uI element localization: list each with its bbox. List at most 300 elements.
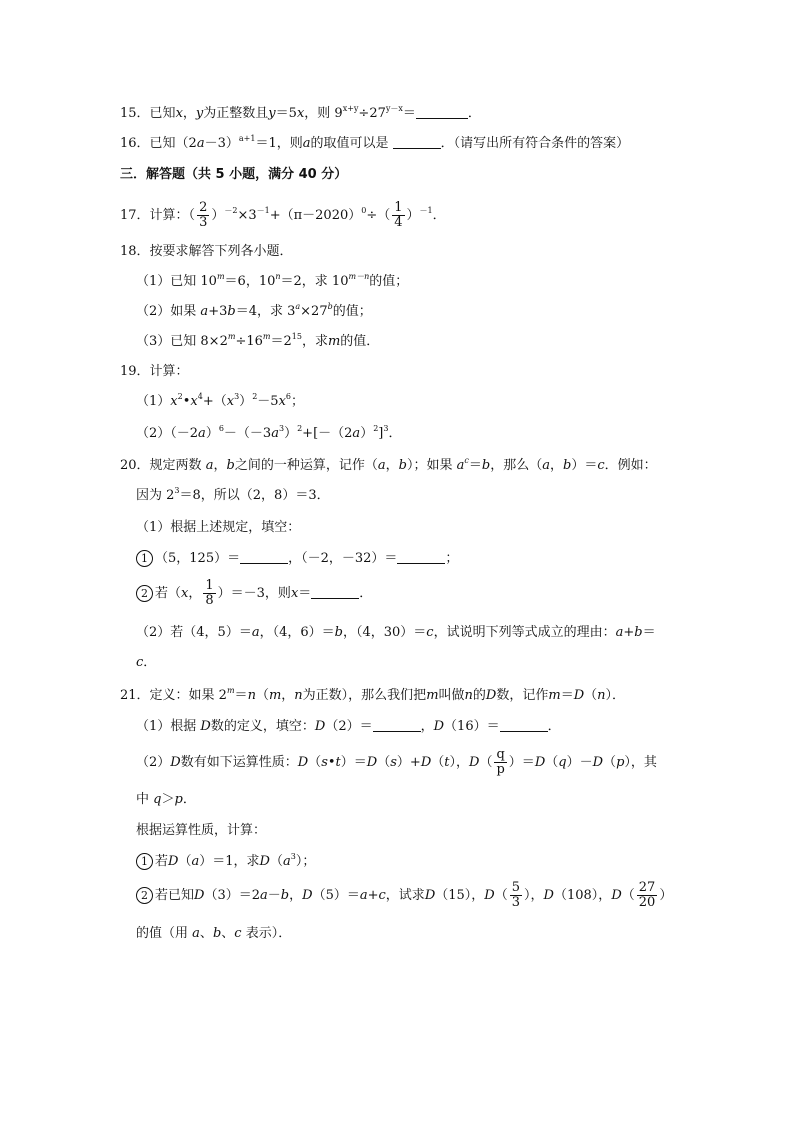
denominator: 3 — [199, 215, 208, 230]
text: （2）如果 — [136, 304, 197, 319]
text: ×27 — [300, 304, 328, 319]
text: 若 — [155, 854, 169, 869]
text: 计算：（ — [149, 208, 196, 223]
var: D — [592, 755, 604, 770]
var: c — [136, 655, 144, 670]
exponent: 15 — [291, 332, 302, 341]
question-21-line-3 — [136, 747, 657, 779]
var: n — [294, 688, 303, 703]
text: 为正数），那么我们把 — [302, 688, 427, 703]
text: （ — [545, 755, 559, 770]
text: ＝8，所以（2，8）＝3． — [179, 488, 330, 503]
text: （ — [269, 854, 283, 869]
var: x — [175, 106, 183, 121]
text: ＝1，则 — [255, 136, 303, 151]
question-19 — [120, 362, 189, 382]
text: （ — [621, 888, 635, 903]
circled-number: 2 — [136, 585, 153, 602]
text: ． — [143, 655, 157, 670]
text: 的值； — [369, 274, 409, 289]
var: a — [198, 426, 206, 441]
var: D — [469, 755, 480, 770]
var: t — [444, 755, 450, 770]
var: a — [205, 458, 214, 473]
var: n — [597, 688, 606, 703]
text: 数，记作 — [496, 688, 549, 703]
text: ， — [549, 458, 563, 473]
text: ， — [420, 719, 434, 734]
question-17 — [120, 200, 446, 232]
exponent: m — [227, 332, 236, 341]
text: （1）根据上述规定，填空： — [136, 520, 301, 535]
text: （ — [255, 688, 269, 703]
exponent: 3 — [383, 424, 389, 433]
text: ） — [205, 426, 219, 441]
denominator: 20 — [638, 895, 656, 910]
text: ． — [432, 208, 446, 223]
question-21-line-6 — [136, 852, 315, 872]
var: D — [420, 755, 432, 770]
var: a — [352, 426, 361, 441]
question-18-part-1 — [136, 272, 408, 292]
text: （ — [603, 755, 617, 770]
denominator: 8 — [205, 593, 214, 608]
answer-blank[interactable] — [373, 719, 421, 732]
var: a — [191, 854, 200, 869]
exponent: 3 — [290, 852, 296, 861]
text: 的值（用 — [136, 926, 189, 941]
text: ＝ — [468, 458, 482, 473]
var: D — [297, 755, 309, 770]
var: p — [174, 792, 183, 807]
var: D — [611, 888, 622, 903]
text: 因为 2 — [136, 488, 175, 503]
var: b — [398, 458, 407, 473]
fraction — [510, 881, 522, 910]
question-16 — [120, 134, 629, 154]
var: b — [280, 888, 290, 903]
text: （16）＝ — [444, 719, 500, 734]
text: （ — [308, 755, 322, 770]
text: ＝ — [234, 688, 248, 703]
text: 的值． — [340, 334, 380, 349]
var: q — [558, 755, 567, 770]
var: p — [616, 755, 625, 770]
answer-blank[interactable] — [416, 106, 468, 119]
text: （2）若（4，5）＝ — [136, 625, 252, 640]
text: 规定两数 — [149, 458, 202, 473]
question-15 — [120, 104, 481, 124]
text: ． — [359, 586, 373, 601]
denominator: p — [496, 762, 505, 777]
text: （1）已知 10 — [136, 274, 217, 289]
var: a — [251, 625, 260, 640]
text: ．例如： — [604, 458, 657, 473]
var: x — [290, 586, 299, 601]
var: D — [314, 719, 326, 734]
text: ，（－2，－32）＝ — [288, 551, 398, 566]
question-21-line-1 — [120, 686, 625, 706]
question-20-line-2 — [136, 486, 330, 506]
exponent: 6 — [218, 424, 224, 433]
var: a — [200, 304, 209, 319]
text: （ — [494, 888, 508, 903]
text: ＝5 — [275, 106, 297, 121]
text: 的值； — [332, 304, 372, 319]
text: ＝ — [642, 625, 656, 640]
question-18 — [120, 242, 293, 262]
text: ）， — [449, 755, 470, 770]
text: ）＝－3，则 — [217, 586, 291, 601]
text: ．（请写出所有符合条件的答案） — [440, 136, 630, 151]
text: （ — [479, 755, 493, 770]
var: D — [433, 719, 445, 734]
text: ，试说明下列等式成立的理由： — [433, 625, 616, 640]
var: y — [268, 106, 276, 121]
text: （ — [431, 755, 445, 770]
var: D — [424, 888, 436, 903]
text: ）＝ — [508, 755, 535, 770]
var: n — [247, 688, 256, 703]
exponent: 2 — [373, 424, 379, 433]
text: ÷16 — [235, 334, 263, 349]
text: • — [327, 755, 336, 770]
text: ）； — [295, 854, 316, 869]
text: ）＝ — [340, 755, 367, 770]
exponent: 2 — [297, 424, 303, 433]
text: ＝ — [560, 688, 574, 703]
text: ，（4，30）＝ — [342, 625, 427, 640]
fraction — [197, 201, 209, 230]
var: a — [377, 458, 386, 473]
var: x — [226, 394, 235, 409]
text: ； — [445, 551, 459, 566]
text: 的取值可以是 — [310, 136, 389, 151]
circled-number: 2 — [136, 887, 153, 904]
var: b — [481, 458, 491, 473]
var: x — [190, 394, 198, 409]
question-20-line-5 — [136, 578, 372, 610]
var: D — [194, 888, 205, 903]
text: ＝4，求 3 — [235, 304, 296, 319]
var: m — [268, 688, 282, 703]
text: 数有如下运算性质： — [180, 755, 298, 770]
text: （2）（－2 — [136, 426, 199, 441]
var: a — [542, 458, 550, 473]
text: 已知（2 — [149, 136, 197, 151]
var: b — [634, 625, 643, 640]
answer-blank[interactable] — [500, 719, 548, 732]
text: （2） — [136, 755, 171, 770]
var: m — [327, 334, 341, 349]
text: ] — [378, 426, 384, 441]
var: D — [534, 755, 546, 770]
text: +3 — [208, 304, 228, 319]
exponent: m — [226, 686, 235, 695]
var: D — [302, 888, 313, 903]
text: 为正整数且 — [203, 106, 269, 121]
exponent: c — [464, 456, 469, 465]
text: 叫做 — [438, 688, 465, 703]
text: ＝6，10 — [224, 274, 276, 289]
text: + — [623, 625, 635, 640]
fraction — [392, 201, 404, 230]
numerator: 27 — [638, 880, 656, 895]
numerator: q — [496, 747, 505, 762]
text: （3）已知 8×2 — [136, 334, 228, 349]
text: ，求 — [301, 334, 328, 349]
var: c — [597, 458, 605, 473]
text: 已知 — [149, 106, 176, 121]
var: a — [192, 926, 200, 941]
var: m — [426, 688, 439, 703]
var: a — [271, 426, 279, 441]
text: +（π－2020） — [269, 208, 362, 223]
var: c — [378, 888, 386, 903]
var: a — [456, 458, 465, 473]
var: x — [296, 106, 305, 121]
text: ， — [281, 688, 295, 703]
exponent: b — [327, 302, 333, 311]
exponent: 2 — [177, 392, 183, 401]
exponent: m — [216, 272, 225, 281]
text: （ — [377, 755, 391, 770]
text: • — [182, 394, 191, 409]
q-number: 17． — [120, 208, 150, 223]
section-title-text: 三．解答题（共 5 小题，满分 40 分） — [120, 167, 348, 182]
question-20-line-1 — [120, 456, 657, 476]
text: ）+ — [396, 755, 421, 770]
text: －（－3 — [223, 426, 272, 441]
question-21-line-8 — [136, 924, 291, 944]
q-number: 21． — [120, 688, 150, 703]
question-20-line-6 — [136, 623, 656, 643]
text: 计算： — [149, 364, 189, 379]
text: ）， — [524, 888, 544, 903]
text: ＝ — [298, 586, 312, 601]
text: ÷27 — [358, 106, 386, 121]
var: y — [195, 106, 204, 121]
text: ＝2 — [270, 334, 292, 349]
exponent: －1 — [256, 206, 270, 215]
var: b — [334, 625, 343, 640]
var: D — [485, 688, 497, 703]
text: ＞ — [161, 792, 175, 807]
text: ，（4，6）＝ — [259, 625, 335, 640]
text: ， — [289, 888, 303, 903]
exponent: n — [275, 272, 281, 281]
text: 定义：如果 2 — [149, 688, 227, 703]
q-number: 18． — [120, 244, 150, 259]
exponent: m－n — [348, 272, 370, 281]
var: D — [543, 888, 554, 903]
text: ，试求 — [385, 888, 425, 903]
text: +[－（2 — [302, 426, 353, 441]
var: a — [282, 854, 291, 869]
question-21-line-4 — [136, 790, 196, 810]
exponent: m — [262, 332, 271, 341]
question-20-line-7 — [136, 653, 156, 673]
question-21-line-2 — [136, 717, 561, 737]
exponent: y－x — [385, 104, 403, 113]
text: ） — [659, 888, 673, 903]
var: b — [562, 458, 572, 473]
text: ． — [467, 106, 481, 121]
exponent: 0 — [361, 206, 367, 215]
var: x — [170, 394, 178, 409]
exponent: 3 — [278, 424, 285, 433]
text: ． — [547, 719, 561, 734]
text: ． — [182, 792, 196, 807]
text: （5，125）＝ — [155, 551, 241, 566]
question-19-part-2 — [136, 424, 401, 444]
exponent: x+y — [342, 104, 359, 113]
text: ）；如果 — [406, 458, 453, 473]
exponent: a — [295, 302, 301, 311]
text: ×3 — [237, 208, 257, 223]
text: 按要求解答下列各小题． — [149, 244, 293, 259]
var: D — [366, 755, 378, 770]
q-number: 19． — [120, 364, 150, 379]
var: a — [196, 136, 205, 151]
text: ，则 9 — [304, 106, 343, 121]
var: b — [212, 926, 222, 941]
text: ） — [360, 426, 374, 441]
answer-blank[interactable] — [311, 586, 359, 599]
text: ）＝ — [571, 458, 598, 473]
exponent: a+1 — [238, 134, 256, 143]
text: （108）， — [553, 888, 612, 903]
text: （5）＝ — [312, 888, 360, 903]
fraction — [203, 579, 215, 608]
exponent: 3 — [174, 486, 180, 495]
var: a — [615, 625, 624, 640]
text: （2）＝ — [325, 719, 373, 734]
text: ， — [188, 586, 202, 601]
text: （ — [178, 854, 192, 869]
question-20-line-4 — [136, 549, 458, 569]
answer-blank[interactable] — [393, 136, 441, 149]
denominator: 3 — [511, 895, 521, 910]
var: a — [260, 888, 268, 903]
text: （15）， — [435, 888, 485, 903]
circled-number: 1 — [136, 550, 153, 567]
numerator: 1 — [394, 200, 403, 215]
question-18-part-3 — [136, 332, 379, 352]
text: －3） — [204, 136, 239, 151]
var: D — [573, 688, 585, 703]
text: ÷（ — [366, 208, 391, 223]
text: 若已知 — [155, 888, 195, 903]
text: ） — [239, 394, 253, 409]
numerator: 5 — [511, 880, 521, 895]
numerator: 1 — [205, 578, 214, 593]
text: ； — [291, 394, 305, 409]
text: ），其 — [624, 755, 657, 770]
text: + — [367, 888, 379, 903]
q-number: 16． — [120, 136, 150, 151]
var: x — [181, 586, 189, 601]
var: D — [484, 888, 495, 903]
var: m — [548, 688, 561, 703]
text: 若（ — [155, 586, 182, 601]
text: 数的定义，填空： — [210, 719, 315, 734]
numerator: 2 — [199, 200, 208, 215]
exponent: 3 — [234, 392, 240, 401]
var: s — [321, 755, 328, 770]
text: ＝2，求 10 — [280, 274, 349, 289]
text: （1）根据 — [136, 719, 197, 734]
answer-blank[interactable] — [397, 551, 445, 564]
answer-blank[interactable] — [240, 551, 288, 564]
text: 之间的一种运算，记作（ — [234, 458, 378, 473]
text: ）－ — [566, 755, 593, 770]
text: －5 — [257, 394, 279, 409]
question-20-line-3 — [136, 518, 300, 538]
text: ， — [182, 106, 196, 121]
text: ， — [213, 458, 227, 473]
text: ，那么（ — [490, 458, 543, 473]
text: 的 — [472, 688, 486, 703]
var: D — [168, 854, 179, 869]
var: b — [226, 458, 235, 473]
text: ＝ — [402, 106, 416, 121]
var: D — [170, 755, 181, 770]
text: 根据运算性质，计算： — [136, 823, 267, 838]
text: ）． — [605, 688, 626, 703]
fraction — [494, 748, 506, 777]
var: q — [153, 792, 162, 807]
var: b — [227, 304, 236, 319]
exponent: 6 — [285, 392, 291, 401]
text: （1） — [136, 394, 171, 409]
text: ） — [284, 426, 298, 441]
question-19-part-1 — [136, 392, 304, 412]
text: ． — [388, 426, 402, 441]
var: t — [335, 755, 341, 770]
var: D — [259, 854, 270, 869]
text: 中 — [136, 792, 150, 807]
text: ） — [406, 208, 420, 223]
denominator: 4 — [394, 215, 403, 230]
text: 、 — [221, 926, 235, 941]
text: 、 — [199, 926, 213, 941]
section-title — [120, 165, 347, 185]
var: n — [464, 688, 473, 703]
q-number: 20． — [120, 458, 150, 473]
fraction — [637, 881, 658, 910]
text: （ — [584, 688, 598, 703]
question-18-part-2 — [136, 302, 372, 322]
var: x — [278, 394, 286, 409]
var: D — [200, 719, 211, 734]
question-21-line-5 — [136, 821, 266, 841]
question-21-line-7 — [136, 880, 672, 912]
text: ）＝1，求 — [199, 854, 260, 869]
var: s — [390, 755, 397, 770]
text: ， — [385, 458, 399, 473]
exponent: －2 — [224, 206, 238, 215]
exponent: －1 — [419, 206, 433, 215]
text: +（ — [202, 394, 227, 409]
text: ） — [211, 208, 225, 223]
exponent: 4 — [197, 392, 203, 401]
q-number: 15． — [120, 106, 150, 121]
circled-number: 1 — [136, 853, 153, 870]
text: － — [267, 888, 281, 903]
var: a — [302, 136, 311, 151]
var: c — [234, 926, 242, 941]
